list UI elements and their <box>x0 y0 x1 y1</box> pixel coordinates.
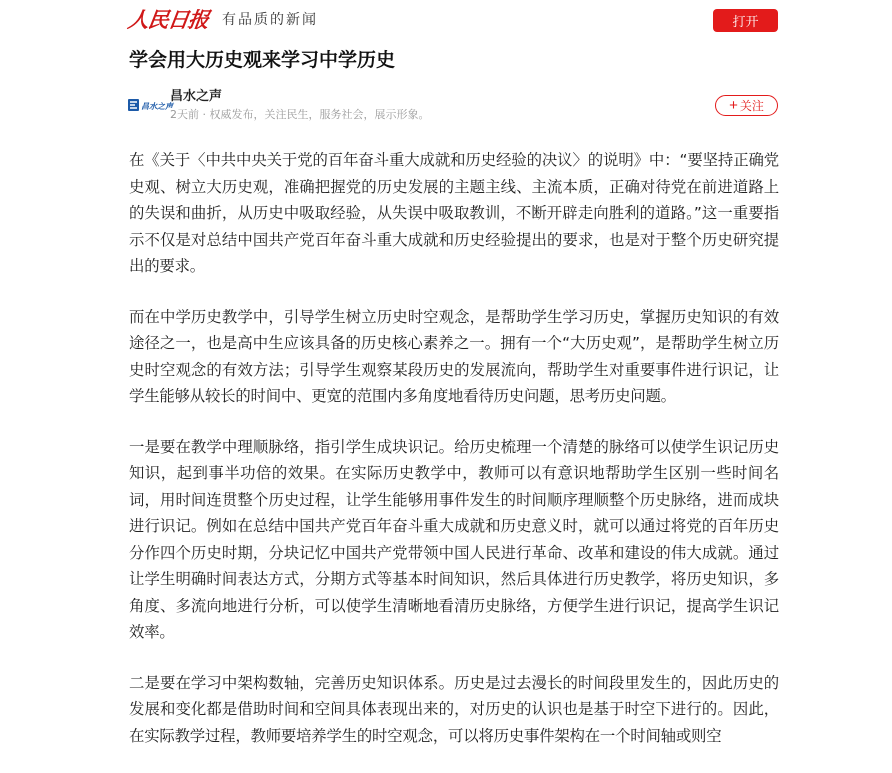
logo-text: 人民日报 <box>126 7 210 32</box>
site-slogan: 有品质的新闻 <box>222 12 318 28</box>
follow-label: 关注 <box>739 99 764 113</box>
author-row <box>128 88 778 124</box>
top-bar <box>128 6 778 36</box>
plus-icon: + <box>729 97 738 114</box>
author-avatar[interactable] <box>128 97 173 113</box>
article-paragraph: 在《关于〈中共中央关于党的百年奋斗重大成就和历史经验的决议〉的说明》中：“要坚持正确党史观、树立大历史观，准确把握党的历史发展的主题主线、主流本质，正确对待党在前进道路上的失误和曲折，从历史中吸取经验，从失误中吸取教训，不断开辟走向胜利的道路。”这一重要指示不仅是对总结中国共产党百年奋斗重大成就和历史经验提出的要求，也是对于整个历史研究提出的要求。 <box>129 151 779 275</box>
open-app-button[interactable]: 打开 <box>713 9 778 32</box>
article-paragraph: 而在中学历史教学中，引导学生树立历史时空观念，是帮助学生学习历史，掌握历史知识的有效途径之一，也是高中生应该具备的历史核心素养之一。拥有一个“大历史观”，是帮助学生树立历史时空观念的有效方法；引导学生观察某段历史的发展流向，帮助学生对重要事件进行识记，让学生能够从较长的时间中、更宽的范围内多角度地看待历史问题，思考历史问题。 <box>129 307 779 405</box>
author-meta: 2天前 · 权威发布，关注民生，服务社会，展示形象。 <box>170 108 430 121</box>
article-paragraph: 二是要在学习中架构数轴，完善历史知识体系。历史是过去漫长的时间段里发生的，因此历史的发展和变化都是借助时间和空间具体表现出来的，对历史的认识也是基于时空下进行的。因此，在实际教学过程，教师要培养学生的时空观念，可以将历史事件架构在一个时间轴或则空 <box>129 673 779 745</box>
follow-button[interactable] <box>715 95 778 116</box>
author-name[interactable]: 昌水之声 <box>170 89 223 104</box>
svg-text:昌水之声: 昌水之声 <box>141 102 173 111</box>
author-logo-icon <box>128 97 173 113</box>
site-logo[interactable] <box>128 6 318 34</box>
article-paragraph: 一是要在教学中理顺脉络，指引学生成块识记。给历史梳理一个清楚的脉络可以使学生识记历史知识，起到事半功倍的效果。在实际历史教学中，教师可以有意识地帮助学生区别一些时间名词，用时间连贯整个历史过程，让学生能够用事件发生的时间顺序理顺整个历史脉络，进而成块进行识记。例如在总结中国共产党百年奋斗重大成就和历史意义时，就可以通过将党的百年历史分作四个历史时期，分块记忆中国共产党带领中国人民进行革命、改革和建设的伟大成就。通过让学生明确时间表达方式，分期方式等基本时间知识，然后具体进行历史教学，将历史知识，多角度、多流向地进行分析，可以使学生清晰地看清历史脉络，方便学生进行识记，提高学生识记效率。 <box>129 437 779 641</box>
article-title: 学会用大历史观来学习中学历史 <box>129 49 396 71</box>
article-body <box>129 147 779 773</box>
